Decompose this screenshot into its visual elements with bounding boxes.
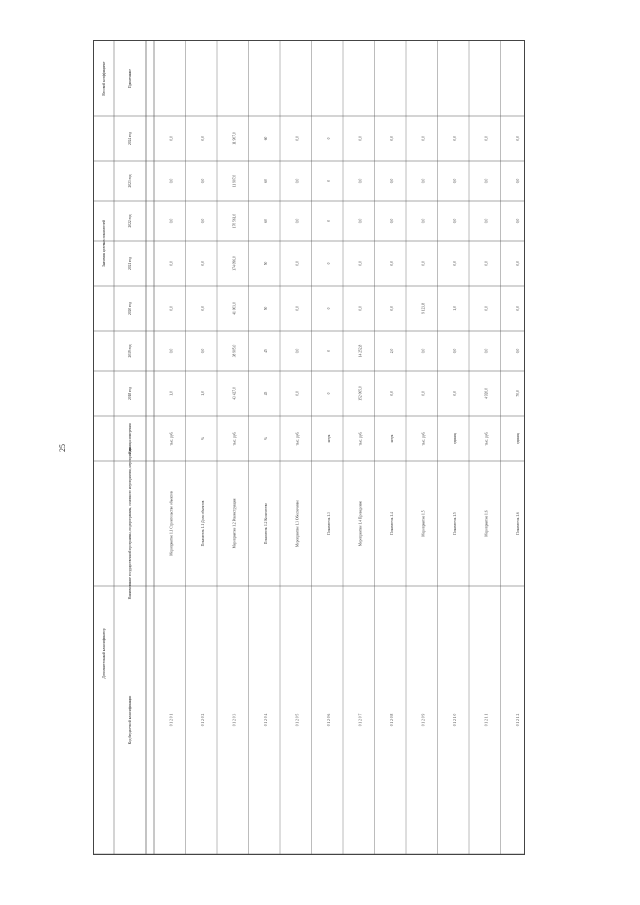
row-10-y2023: 0,0 [484,178,489,184]
row-8-y2021: 0,0 [421,261,426,266]
row-6-y2020: 0,0 [358,306,363,311]
row-1-y2023: 0,0 [201,178,206,184]
row-9-y2021: 0,0 [453,261,458,266]
header-name: Наименование государственной программы, подпрограммы, основного мероприятия, мероприятия [127,447,132,600]
row-2-y2020: 41 003,0 [232,302,237,315]
row-3-unit: % [264,437,269,440]
row-11-base: 70,0 [516,390,521,397]
row-7-y2022: 0,0 [390,218,395,224]
row-3-y2020: 50 [264,306,269,311]
row-0-code: 0 1 2 0 1 [169,713,174,727]
row-2-y2021: 174 096,0 [232,256,237,271]
row-1-y2020: 0,0 [201,306,206,311]
header-note: Примечание [127,69,132,88]
row-7-unit: штук [390,434,395,443]
row-2-base: 43 427,0 [232,387,237,400]
row-3-y2023: 60 [264,179,269,183]
row-9-y2023: 0,0 [453,178,458,184]
row-3-base: 45 [264,391,269,396]
row-8-y2020: 9 123,8 [421,303,426,314]
row-6-unit: тыс. руб. [358,431,363,446]
row-2-y2019: 38 905,0 [232,344,237,358]
table-grid [94,41,524,854]
row-6-y2021: 0,0 [358,261,363,266]
row-8-name: Мероприятие 1.5 [421,510,426,537]
row-4-y2021: 0,0 [295,261,300,266]
row-10-y2021: 0,0 [484,261,489,266]
header-y2022: 2022 год [127,214,132,228]
row-0-y2022: 0,0 [169,218,174,224]
row-11-y2023: 0,0 [516,178,521,184]
row-8-y2022: 0,0 [421,218,426,224]
row-2-unit: тыс. руб. [232,431,237,446]
row-3-y2021: 50 [264,261,269,266]
row-0-y2021: 0,0 [169,261,174,266]
row-9-name: Показатель 1.5 [453,512,458,535]
header-extra-classifier: Дополнительный классификатор [101,628,106,679]
row-10-y2022: 0,0 [484,218,489,224]
row-3-y2022: 60 [264,219,269,223]
row-2-code: 0 1 2 0 3 [232,713,237,727]
header-code: Код бюджетной классификации [127,695,132,745]
row-7-y2021: 0,0 [390,261,395,266]
row-5-y2023: 0 [327,180,332,182]
row-11-y2021: 0,0 [516,261,521,266]
row-4-y2019: 0,0 [295,348,300,354]
row-11-unit: единиц [516,432,521,445]
row-5-unit: штук [327,434,332,443]
row-5-code: 0 1 2 0 6 [327,713,332,727]
header-weight: Весовой коэффициент [101,61,106,96]
row-3-y2024: 60 [264,136,269,141]
row-10-code: 0 1 2 1 1 [484,713,489,727]
row-5-y2020: 0 [327,307,332,310]
row-11-y2022: 0,0 [516,218,521,224]
row-6-base: 152 065,0 [358,386,363,401]
row-10-y2019: 0,0 [484,348,489,354]
row-3-name: Показатель 1.2 Количество [264,502,269,545]
row-0-base: 1,0 [169,391,174,396]
row-8-base: 0,0 [421,391,426,396]
row-11-y2020: 0,0 [516,306,521,311]
row-9-y2024: 0,0 [453,136,458,141]
row-6-y2019: 14 252,8 [358,344,363,358]
row-1-y2019: 0,0 [201,348,206,354]
row-4-y2023: 0,0 [295,178,300,184]
page-number: 25 [58,444,67,452]
row-4-y2020: 0,0 [295,306,300,311]
row-2-y2023: 11 907,0 [232,174,237,188]
row-10-base: 4 920,0 [484,388,489,399]
row-3-y2019: 45 [264,349,269,353]
row-4-y2022: 0,0 [295,218,300,224]
row-11-y2024: 0,0 [516,136,521,141]
row-9-y2020: 1,0 [453,306,458,311]
row-10-y2024: 0,0 [484,136,489,141]
row-9-y2019: 0,0 [453,348,458,354]
row-4-y2024: 0,0 [295,136,300,141]
row-9-y2022: 0,0 [453,218,458,224]
header-base: 2018 год [127,387,132,400]
header-y2020: 2020 год [127,302,132,315]
row-5-y2022: 0 [327,220,332,222]
row-8-unit: тыс. руб. [421,431,426,446]
row-2-y2022: 170 561,0 [232,213,237,229]
row-11-y2019: 0,0 [516,348,521,354]
row-7-y2019: 2,0 [390,348,395,354]
header-y2023: 2023 год [127,174,132,188]
row-10-name: Мероприятие 1.6 [484,510,489,537]
row-7-y2023: 0,0 [390,178,395,184]
row-1-y2021: 0,0 [201,261,206,266]
header-targets-group: Значения целевых показателей [101,219,106,268]
row-0-unit: тыс. руб. [169,431,174,446]
row-9-unit: единиц [453,432,458,445]
row-4-base: 0,0 [295,391,300,396]
row-9-code: 0 1 2 1 0 [453,713,458,727]
row-3-code: 0 1 2 0 4 [264,713,269,727]
header-y2021: 2021 год [127,257,132,270]
row-11-name: Показатель 1.6 [516,512,521,535]
row-6-y2024: 0,0 [358,136,363,141]
row-1-name: Показатель 1.1 Доля объектов [201,500,206,547]
row-8-y2019: 0,0 [421,348,426,354]
row-0-name: Мероприятие 1.1 Строительство объектов [169,491,174,556]
row-5-name: Показатель 1.3 [327,512,332,535]
row-9-base: 0,0 [453,391,458,396]
row-5-y2019: 0 [327,350,332,352]
row-8-y2024: 0,0 [421,136,426,141]
row-1-y2024: 0,0 [201,136,206,141]
row-10-unit: тыс. руб. [484,431,489,446]
row-7-base: 0,0 [390,391,395,396]
header-y2024: 2024 год [127,132,132,145]
row-7-y2020: 0,0 [390,306,395,311]
row-1-y2022: 0,0 [201,218,206,224]
row-0-y2024: 0,0 [169,136,174,141]
row-4-name: Мероприятие 1.3 Обеспечение [295,500,300,547]
row-0-y2019: 0,0 [169,348,174,354]
row-1-code: 0 1 2 0 2 [201,713,206,727]
row-6-y2023: 0,0 [358,178,363,184]
rotated-program-table [93,40,525,855]
row-11-code: 0 1 2 1 2 [516,713,521,727]
row-1-unit: % [201,437,206,440]
row-5-base: 0 [327,392,332,395]
header-unit: Единица измерения [127,423,132,454]
row-7-y2024: 0,0 [390,136,395,141]
row-5-y2024: 0 [327,137,332,140]
row-4-code: 0 1 2 0 5 [295,713,300,727]
row-6-name: Мероприятие 1.4 Проведение [358,500,363,547]
row-6-y2022: 0,0 [358,218,363,224]
row-8-code: 0 1 2 0 9 [421,713,426,727]
row-2-name: Мероприятие 1.2 Реконструкция [232,498,237,549]
header-y2019: 2019 год [127,344,132,358]
row-4-unit: тыс. руб. [295,431,300,446]
row-0-y2023: 0,0 [169,178,174,184]
row-6-code: 0 1 2 0 7 [358,713,363,727]
row-5-y2021: 0 [327,262,332,265]
row-2-y2024: 11 907,0 [232,132,237,145]
row-7-name: Показатель 1.4 [390,512,395,535]
row-10-y2020: 0,0 [484,306,489,311]
row-7-code: 0 1 2 0 8 [390,713,395,727]
row-0-y2020: 0,0 [169,306,174,311]
row-8-y2023: 0,0 [421,178,426,184]
row-1-base: 1,0 [201,391,206,396]
